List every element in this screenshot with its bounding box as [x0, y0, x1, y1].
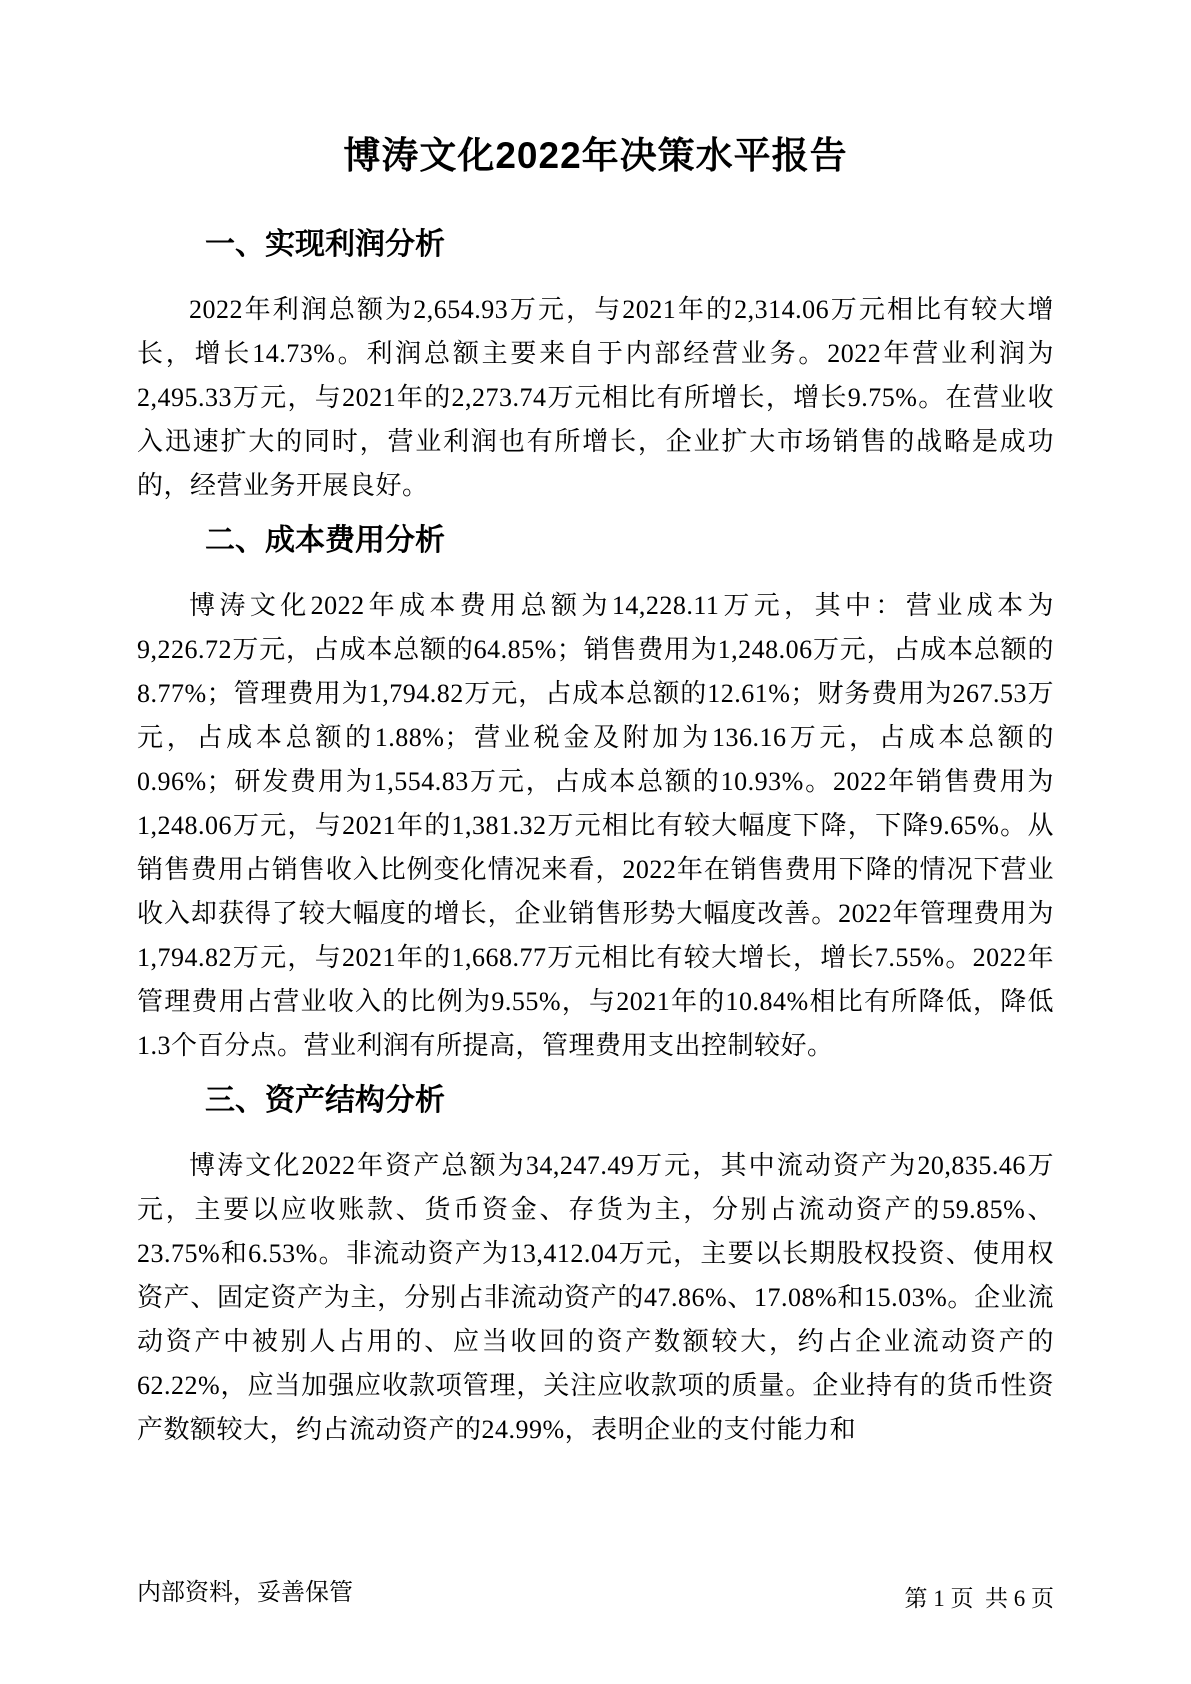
paragraph-cost-analysis: 博涛文化2022年成本费用总额为14,228.11万元，其中：营业成本为9,226.72万元，占成本总额的64.85%；销售费用为1,248.06万元，占成本总额的8.77%；管理费用为1,794.82万元，占成本总额的12.61%；财务费用为267.53万元，占成本总额的1.88%；营业税金及附加为136.16万元，占成本总额的0.96%；研发费用为1,554.83万元，占成本总额的10.93%。2022年销售费用为1,248.06万元，与2021年的1,381.32万元相比有较大幅度下降，下降9.65%。从销售费用占销售收入比例变化情况来看，2022年在销售费用下降的情况下营业收入却获得了较大幅度的增长，企业销售形势大幅度改善。2022年管理费用为1,794.82万元，与2021年的1,668.77万元相比有较大增长，增长7.55%。2022年管理费用占营业收入的比例为9.55%，与2021年的10.84%相比有所降低，降低1.3个百分点。营业利润有所提高，管理费用支出控制较好。: [137, 591, 1054, 1060]
section-heading-assets: 三、资产结构分析: [205, 1084, 445, 1117]
footer-page-number: 第 1 页 共 6 页: [904, 1586, 1054, 1611]
section-cost-analysis: [137, 522, 1054, 1068]
footer-confidentiality-note: 内部资料，妥善保管: [137, 1579, 353, 1606]
section-profit-analysis: [137, 226, 1054, 508]
paragraph-profit-analysis: 2022年利润总额为2,654.93万元，与2021年的2,314.06万元相比有较大增长，增长14.73%。利润总额主要来自于内部经营业务。2022年营业利润为2,495.33万元，与2021年的2,273.74万元相比有所增长，增长9.75%。在营业收入迅速扩大的同时，营业利润也有所增长，企业扩大市场销售的战略是成功的，经营业务开展良好。: [137, 295, 1054, 500]
section-heading-cost: 二、成本费用分析: [205, 524, 445, 557]
paragraph-asset-structure-analysis: 博涛文化2022年资产总额为34,247.49万元，其中流动资产为20,835.46万元，主要以应收账款、货币资金、存货为主，分别占流动资产的59.85%、23.75%和6.53%。非流动资产为13,412.04万元，主要以长期股权投资、使用权资产、固定资产为主，分别占非流动资产的47.86%、17.08%和15.03%。企业流动资产中被别人占用的、应当收回的资产数额较大，约占企业流动资产的62.22%，应当加强应收款项管理，关注应收款项的质量。企业持有的货币性资产数额较大，约占流动资产的24.99%，表明企业的支付能力和: [137, 1151, 1054, 1444]
page-title: 博涛文化2022年决策水平报告: [343, 135, 848, 176]
section-asset-structure-analysis: [137, 1082, 1054, 1452]
section-heading-profit: 一、实现利润分析: [205, 228, 445, 261]
